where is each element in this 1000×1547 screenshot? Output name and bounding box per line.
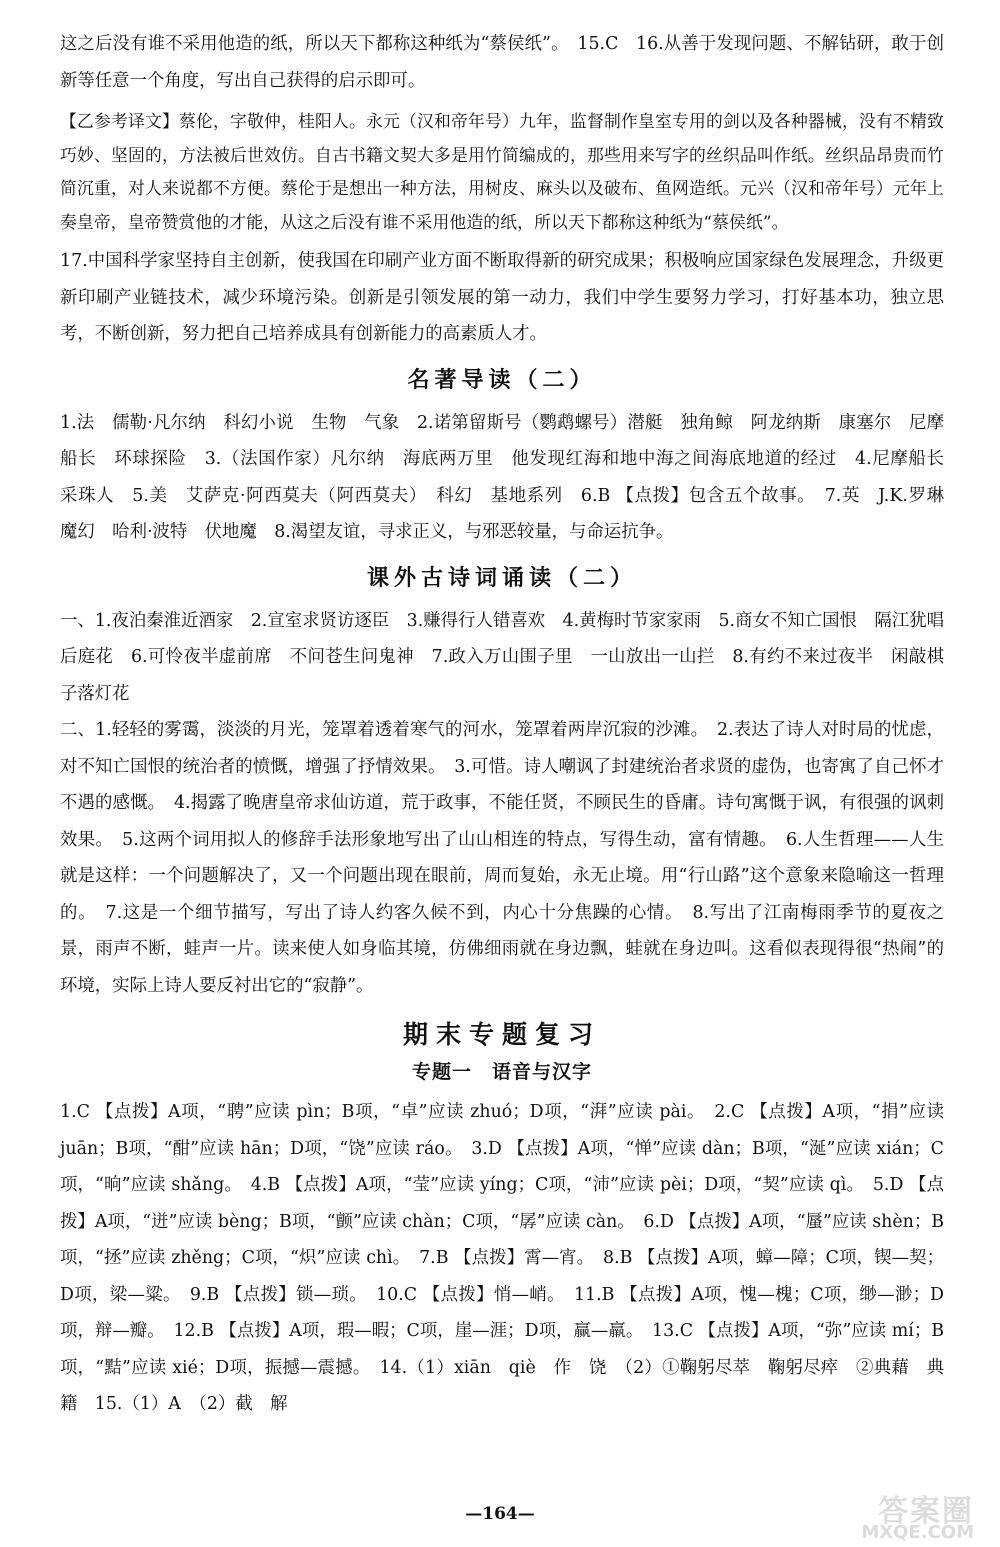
watermark-logo: 答案圈 — [878, 1494, 974, 1529]
watermark-url: MXQE.COM — [861, 1522, 974, 1543]
section-title-mingzhu: 名著导读（二） — [407, 366, 597, 393]
section-title-qimo: 期末专题复习 — [402, 1020, 601, 1049]
section-body-gushi-part2: 二、1.轻轻的雾霭，淡淡的月光，笼罩着透着寒气的河水，笼罩着两岸沉寂的沙滩。 2.表达了诗人对时局的忧虑，对不知亡国恨的统治者的愤慨，增强了抒情效果。 3.可惜。诗人嘲讽了封建统治者求贤的虚伪，也寄寓了自己怀才不遇的感慨。 4.揭露了晚唐皇帝求仙访道，荒于政事，不能任贤，不顾民生的昏庸。诗句寓慨于讽，有很强的讽刺效果。 5.这两个词用拟人的修辞手法形象地写出了山山相连的特点，写得生动，富有情趣。 6.人生哲理——人生就是这样：一个问题解决了，又一个问题出现在眼前，周而复始，永无止境。用“行山路”这个意象来隐喻这一哲理的。 7.这是一个细节描写，写出了诗人约客久候不到，内心十分焦躁的心情。 8.写出了江南梅雨季节的夏夜之景，雨声不断，蛙声一片。读来使人如身临其境，仿佛细雨就在身边飘，蛙就在身边叫。这看似表现得很“热闹”的环境，实际上诗人要反衬出它的“寂静”。 — [60, 720, 944, 996]
section-body-gushi-part1: 一、1.夜泊秦淮近酒家 2.宣室求贤访逐臣 3.赚得行人错喜欢 4.黄梅时节家家雨 5.商女不知亡国恨 隔江犹唱后庭花 6.可怜夜半虚前席 不问苍生问鬼神 7.政入万山围子里 一山放出一山拦 8.有约不来过夜半 闲敲棋子落灯花 — [60, 610, 944, 704]
page-number: —164— — [465, 1504, 535, 1524]
section-title-gushi: 课外古诗词诵读（二） — [366, 564, 637, 591]
answer-page — [60, 26, 962, 1423]
answer-q17: 17.中国科学家坚持自主创新，使我国在印刷产业方面不断取得新的研究成果；积极响应国家绿色发展理念，升级更新印刷产业链技术，减少环境污染。创新是引领发展的第一动力，我们中学生要努力学习，打好基本功，独立思考，不断创新，努力把自己培养成具有创新能力的高素质人才。 — [60, 251, 944, 344]
section-body-mingzhu: 1.法 儒勒·凡尔纳 科幻小说 生物 气象 2.诺第留斯号（鹦鹉螺号）潜艇 独角鲸 阿龙纳斯 康塞尔 尼摩船长 环球探险 3.（法国作家）凡尔纳 海底两万里 他发现红海和地中海之间海底地道的经过 4.尼摩船长 采珠人 5.美 艾萨克·阿西莫夫（阿西莫夫） 科幻 基地系列 6.B 【点拨】包含五个故事。 7.英 J.K.罗琳 魔幻 哈利·波特 伏地魔 8.渴望友谊，寻求正义，与邪恶较量，与命运抗争。 — [60, 412, 962, 542]
reference-translation: 【乙参考译文】蔡伦，字敬仲，桂阳人。永元（汉和帝年号）九年，监督制作皇室专用的剑以及各种器械，没有不精致巧妙、坚固的，方法被后世效仿。自古书籍文契大多是用竹简编成的，那些用来写字的丝织品叫作纸。丝织品昂贵而竹简沉重，对人来说都不方便。蔡伦于是想出一种方法，用树皮、麻头以及破布、鱼网造纸。元兴（汉和帝年号）元年上奏皇帝，皇帝赞赏他的才能，从这之后没有谁不采用他造的纸，所以天下都称这种纸为“蔡侯纸”。 — [60, 111, 944, 232]
section-subtitle-qimo: 专题一 语音与汉字 — [411, 1061, 592, 1083]
top-paragraph: 这之后没有谁不采用他造的纸，所以天下都称这种纸为“蔡侯纸”。 15.C 16.从善于发现问题、不解钻研，敢于创新等任意一个角度，写出自己获得的启示即可。 — [60, 34, 944, 91]
watermark — [794, 1486, 974, 1544]
section-body-qimo: 1.C 【点拨】A项，“聘”应读 pìn；B项，“卓”应读 zhuó；D项，“湃”应读 pài。 2.C 【点拨】A项，“捐”应读 juān；B项，“酣”应读 hān；D项，“饶”应读 ráo。 3.D 【点拨】A项，“惮”应读 dàn；B项，“涎”应读 xián；C项，“晌”应读 shǎng。 4.B 【点拨】A项，“莹”应读 yíng；C项，“沛”应读 pèi；D项，“契”应读 qì。 5.D 【点拨】A项，“迸”应读 bèng；B项，“颤”应读 chàn；C项，“孱”应读 càn。 6.D 【点拨】A项，“蜃”应读 shèn；B项，“拯”应读 zhěng；C项，“炽”应读 chì。 7.B 【点拨】霄—宵。 8.B 【点拨】A项，蟑—障；C项，锲—契；D项，梁—粱。 9.B 【点拨】锁—琐。 10.C 【点拨】悄—峭。 11.B 【点拨】A项，愧—槐；C项，缈—渺；D项，辩—瓣。 12.B 【点拨】A项，瑕—暇；C项，崖—涯；D项，赢—羸。 13.C 【点拨】A项，“弥”应读 mí；B项，“黠”应读 xié；D项，振撼—震撼。 14.（1）xiān qiè 作 饶 （2）①鞠躬尽萃 鞠躬尽瘁 ②典藉 典籍 15.（1）A （2）截 解 — [60, 1102, 944, 1414]
